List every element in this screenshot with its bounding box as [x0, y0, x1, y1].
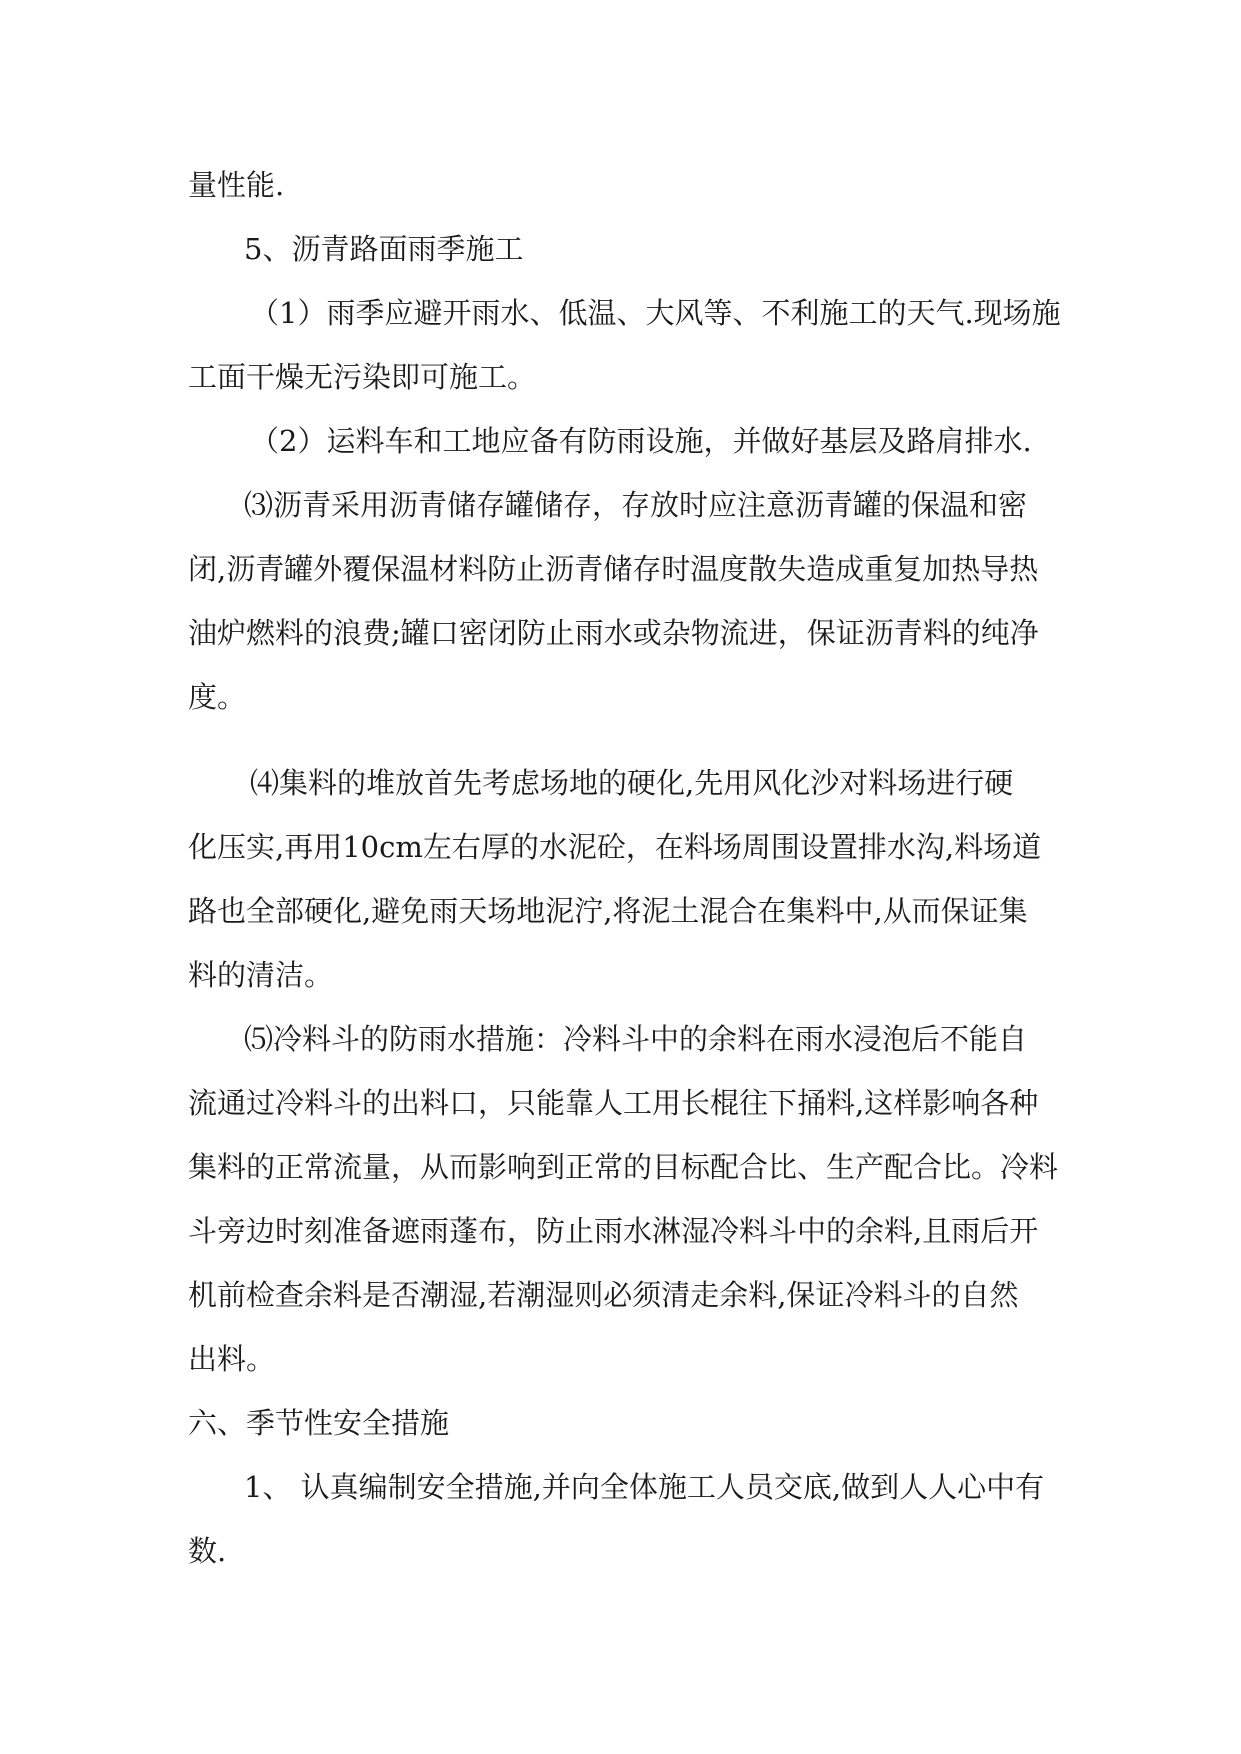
text-line: 斗旁边时刻准备遮雨蓬布，防止雨水淋湿冷料斗中的余料,且雨后开	[188, 1214, 1039, 1248]
text-line: 集料的正常流量，从而影响到正常的目标配合比、生产配合比。冷料	[188, 1150, 1059, 1184]
text-line: （2）运料车和工地应备有防雨设施，并做好基层及路肩排水.	[250, 424, 1032, 458]
section-heading: 六、季节性安全措施	[188, 1406, 450, 1440]
text-line: ⑸冷料斗的防雨水措施：冷料斗中的余料在雨水浸泡后不能自	[244, 1022, 1028, 1056]
text-line: 数.	[188, 1534, 227, 1568]
text-line: 料的清洁。	[188, 958, 334, 992]
text-line: 机前检查余料是否潮湿,若潮湿则必须清走余料,保证冷料斗的自然	[188, 1278, 1019, 1312]
text-line: 闭,沥青罐外覆保温材料防止沥青储存时温度散失造成重复加热导热	[188, 552, 1039, 586]
text-line: 出料。	[188, 1342, 276, 1376]
text-line: （1）雨季应避开雨水、低温、大风等、不利施工的天气.现场施	[250, 296, 1061, 330]
text-line: 工面干燥无污染即可施工。	[188, 360, 537, 394]
text-line: ⑶沥青采用沥青储存罐储存，存放时应注意沥青罐的保温和密	[244, 488, 1028, 522]
text-line: 量性能.	[188, 168, 285, 202]
text-line: 化压实,再用10cm左右厚的水泥砼，在料场周围设置排水沟,料场道	[188, 830, 1042, 864]
text-line: 路也全部硬化,避免雨天场地泥泞,将泥土混合在集料中,从而保证集	[188, 894, 1028, 928]
section-heading: 5、沥青路面雨季施工	[244, 232, 524, 266]
text-line: ⑷集料的堆放首先考虑场地的硬化,先用风化沙对料场进行硬	[250, 766, 1014, 800]
text-line: 流通过冷料斗的出料口，只能靠人工用长棍往下捅料,这样影响各种	[188, 1086, 1039, 1120]
text-line: 度。	[188, 680, 247, 714]
text-line: 油炉燃料的浪费;罐口密闭防止雨水或杂物流进，保证沥青料的纯净	[188, 616, 1039, 650]
text-line: 1、 认真编制安全措施,并向全体施工人员交底,做到人人心中有	[244, 1470, 1045, 1504]
